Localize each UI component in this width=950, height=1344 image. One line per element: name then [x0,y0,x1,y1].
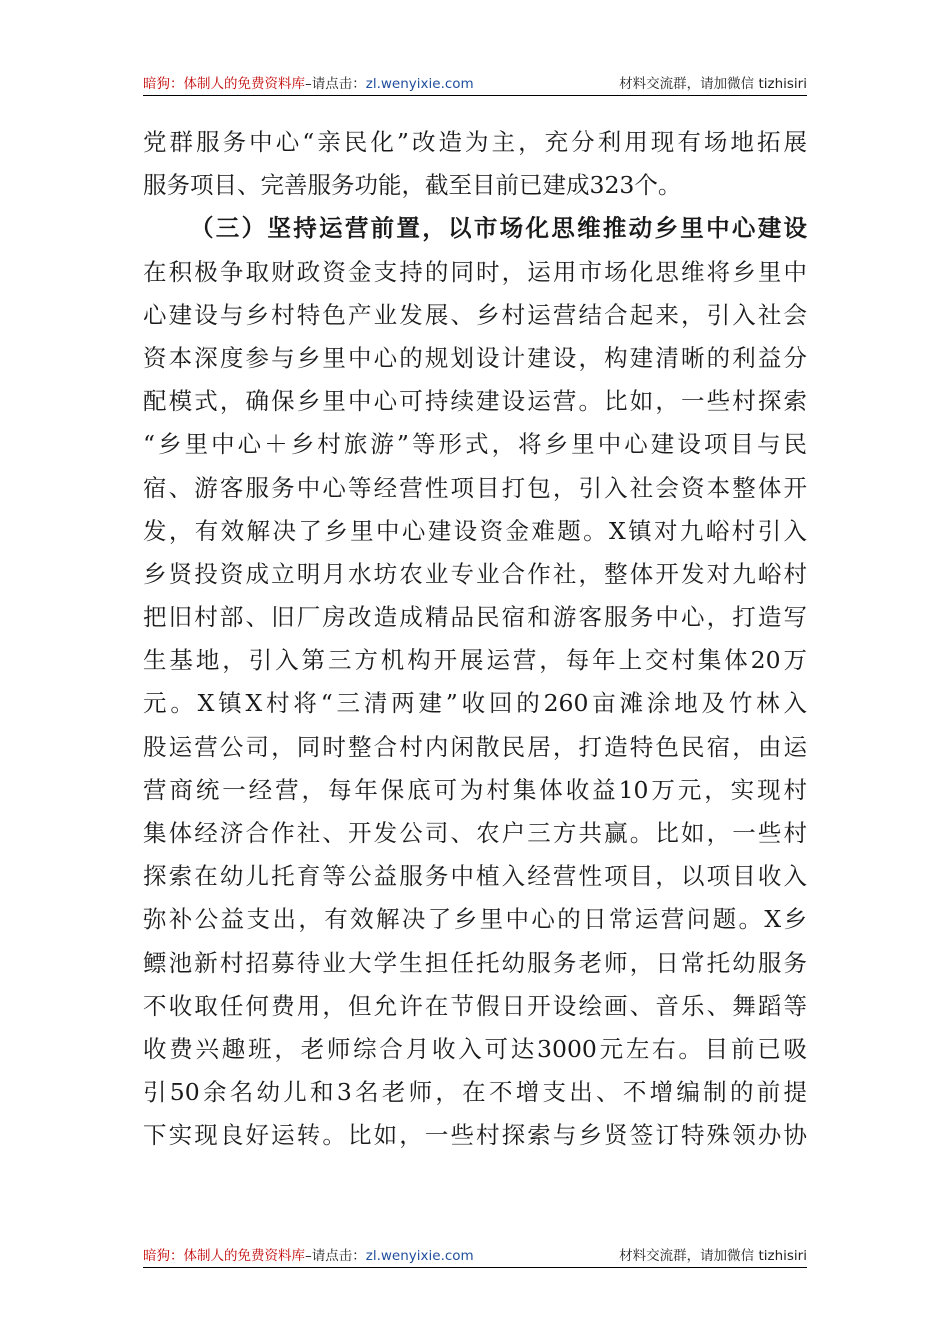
body-line: 下实现良好运转。比如，一些村探索与乡贤签订特殊领办协 [143,1121,807,1150]
header-banner [143,66,807,96]
footer-brand-text: 暗狗：体制人的免费资料库 [143,1248,305,1264]
document-body [143,121,807,1158]
header-brand-text: 暗狗：体制人的免费资料库 [143,76,305,92]
body-line: 不收取任何费用，但允许在节假日开设绘画、音乐、舞蹈等 [143,991,807,1020]
header-banner-left [143,72,474,92]
body-line: 股运营公司，同时整合村内闲散民居，打造特色民宿，由运 [143,732,807,761]
body-line: 弥补公益支出，有效解决了乡里中心的日常运营问题。X乡 [143,905,807,934]
body-line: 集体经济合作社、开发公司、农户三方共赢。比如，一些村 [143,819,807,847]
body-line: “乡里中心＋乡村旅游”等形式，将乡里中心建设项目与民 [143,430,807,459]
header-prompt-text: –请点击： [305,76,366,92]
body-line: 心建设与乡村特色产业发展、乡村运营结合起来，引入社会 [143,300,807,329]
body-line: 党群服务中心“亲民化”改造为主，充分利用现有场地拓展 [143,128,807,156]
body-line: 把旧村部、旧厂房改造成精品民宿和游客服务中心，打造写 [143,603,807,632]
body-line: 配模式，确保乡里中心可持续建设运营。比如，一些村探索 [143,387,807,416]
body-line: 生基地，引入第三方机构开展运营，每年上交村集体20万 [143,646,807,675]
body-line: 元。X镇X村将“三清两建”收回的260亩滩涂地及竹林入 [143,689,807,718]
body-line: 营商统一经营，每年保底可为村集体收益10万元，实现村 [143,775,807,804]
header-group-text: 材料交流群，请加微信 tizhisiri [619,76,807,92]
body-line: 服务项目、完善服务功能，截至目前已建成323个。 [143,171,682,200]
footer-prompt-text: –请点击： [305,1248,366,1264]
section-heading: （三）坚持运营前置，以市场化思维推动乡里中心建设 [190,214,807,243]
body-line: 鳔池新村招募待业大学生担任托幼服务老师，日常托幼服务 [143,948,807,977]
body-line: 探索在幼儿托育等公益服务中植入经营性项目，以项目收入 [143,862,807,891]
footer-banner-left [143,1244,474,1264]
header-url-link[interactable]: zl.wenyixie.com [365,76,474,92]
body-line: 发，有效解决了乡里中心建设资金难题。X镇对九峪村引入 [143,516,807,545]
body-line: 收费兴趣班，老师综合月收入可达3000元左右。目前已吸 [143,1034,807,1063]
footer-group-text: 材料交流群，请加微信 tizhisiri [619,1248,807,1264]
body-line: 宿、游客服务中心等经营性项目打包，引入社会资本整体开 [143,473,807,502]
body-line: 引50余名幼儿和3名老师，在不增支出、不增编制的前提 [143,1078,807,1107]
body-line: 在积极争取财政资金支持的同时，运用市场化思维将乡里中 [143,257,807,286]
footer-banner [143,1238,807,1268]
body-line: 资本深度参与乡里中心的规划设计建设，构建清晰的利益分 [143,343,807,372]
body-line: 乡贤投资成立明月水坊农业专业合作社，整体开发对九峪村 [143,559,807,588]
footer-url-link[interactable]: zl.wenyixie.com [365,1248,474,1264]
